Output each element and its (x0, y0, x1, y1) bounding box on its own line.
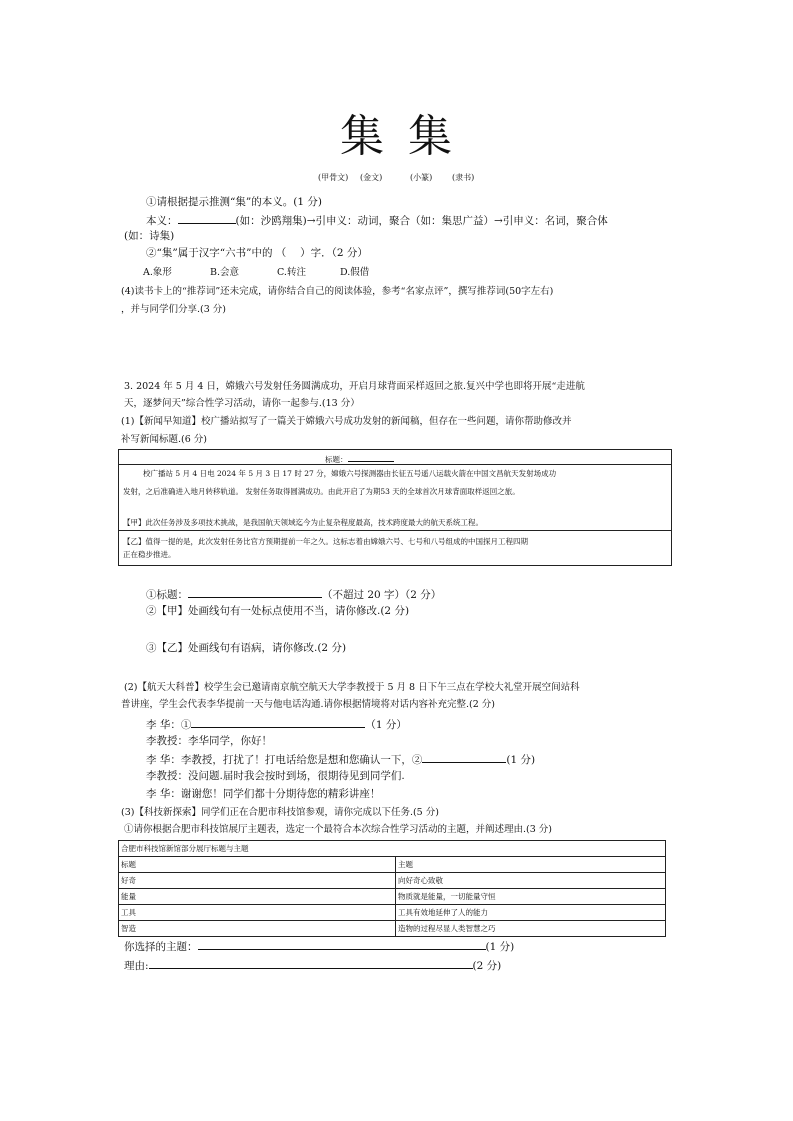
q3-s1-line1: (1)【新闻早知道】校广播站拟写了一篇关于嫦娥六号成功发射的新闻稿，但存在一些问题，请你帮助修改并 (121, 416, 572, 427)
table-cell-title: 智造 (119, 921, 396, 937)
q4-line2: ，并与同学们分享.(3 分) (121, 304, 226, 315)
table-header-row (119, 857, 666, 873)
table-row (119, 921, 666, 937)
news-box (118, 449, 672, 566)
script-label-seal: (小篆) (410, 173, 433, 182)
script-label-bronze: (金文) (360, 173, 383, 182)
dialog-score-2: (1 分) (506, 754, 536, 766)
table-cell-title: 好奇 (119, 873, 396, 889)
news-divider-2 (118, 530, 672, 531)
dialog-li-1 (146, 716, 407, 732)
option-d: D.假借 (340, 267, 370, 278)
q4-line1: (4)读书卡上的“推荐词”还未完成，请你结合自己的阅读体验，参考“名家点评”，撰写推荐词(50字左右) (121, 286, 554, 297)
news-divider (118, 464, 672, 465)
table-cell-theme: 造物的过程尽显人类智慧之巧 (396, 921, 666, 937)
news-yi-2: 正在稳步推进。 (123, 550, 176, 559)
meaning-answer-line (146, 212, 608, 228)
table-row (119, 905, 666, 921)
table-row (119, 889, 666, 905)
reason-label: 理由: (124, 960, 149, 972)
answer-grammar: ③【乙】处画线句有语病，请你修改.(2 分) (146, 642, 347, 654)
meaning-label: 本义： (146, 215, 178, 227)
option-c: C.转注 (277, 267, 306, 278)
table-cell-theme: 物质就是能量，一切能量守恒 (396, 889, 666, 905)
q3-intro-2: 天，逐梦问天”综合性学习活动，请你一起参与.(13 分） (124, 398, 360, 409)
news-yi-1: 【乙】值得一提的是，此次发射任务比官方预期提前一年之久。这标志着由嫦娥六号、七号和八号组成的中国探月工程四期 (123, 537, 528, 546)
table-cell-title: 工具 (119, 905, 396, 921)
meaning-chain: (如：沙鸥翔集)→引申义：动词，聚合（如：集思广益）→引申义：名词，聚合体 (235, 215, 608, 227)
table-row (119, 873, 666, 889)
reason-score: (2 分) (472, 960, 502, 972)
title-char-oracle: 集 (340, 111, 386, 162)
answer-title-note: （不超过 20 字）（2 分） (322, 589, 442, 601)
answer-title-blank[interactable] (188, 586, 322, 598)
meaning-question: ①请根据提示推测“集”的本义。(1 分) (146, 196, 322, 208)
meaning-example: (如：诗集) (124, 230, 175, 242)
meaning-blank[interactable] (178, 212, 236, 224)
dialog-prof-1: 李教授：李华同学，你好！ (146, 735, 272, 747)
option-a: A.象形 (143, 267, 172, 278)
news-para-2: 发射，之后准确进入地月转移轨道。 发射任务取得圆满成功。由此开启了为期53 天的全球首次月球背面取样返回之旅。 (123, 487, 520, 496)
dialog-li-2 (146, 751, 535, 767)
news-title-label: 标题： (325, 455, 348, 464)
script-label-oracle: (甲骨文) (318, 173, 349, 182)
script-label-clerical: (隶书) (452, 173, 475, 182)
answer-title-row (146, 586, 441, 602)
news-para-1: 校广播站 5 月 4 日电 2024 年 5 月 3 日 17 时 27 分，嫦娥六号探测器由长征五号遥八运载火箭在中国文昌航天发射场成功 (143, 469, 557, 478)
answer-title-label: ①标题： (146, 589, 188, 601)
table-cell-theme: 工具有效地延伸了人的能力 (396, 905, 666, 921)
table-caption: 合肥市科技馆新馆部分展厅标题与主题 (119, 841, 666, 857)
table-cell-theme: 向好奇心致敬 (396, 873, 666, 889)
reason-answer-row (124, 957, 501, 973)
q3-intro-1: 3. 2024 年 5 月 4 日，嫦娥六号发射任务圆满成功，开启月球背面采样返回之旅.复兴中学也即将开展“走进航 (124, 381, 585, 392)
liushu-question: ②“集”属于汉字“六书”中的 （ ）字．（2 分） (146, 247, 368, 259)
theme-label: 你选择的主题： (124, 941, 198, 953)
theme-answer-row (124, 938, 514, 954)
dialog-li-3: 李 华：谢谢您！同学们都十分期待您的精彩讲座！ (146, 788, 381, 800)
table-header-theme: 主题 (396, 857, 666, 873)
dialog-score-1: （1 分） (365, 719, 407, 731)
table-header-title: 标题 (119, 857, 396, 873)
table-cell-title: 能量 (119, 889, 396, 905)
dialog-blank-1[interactable] (191, 716, 365, 728)
answer-punctuation: ②【甲】处画线句有一处标点使用不当，请你修改.(2 分) (146, 605, 410, 617)
dialog-li-2-text: 李 华：李教授，打扰了！打电话给您是想和您确认一下，② (146, 754, 423, 766)
news-jia: 【甲】此次任务涉及多项技术挑战，是我国航天领域迄今为止复杂程度最高，技术跨度最大的航天系统工程。 (123, 518, 483, 527)
s3-line1: (3)【科技新探索】同学们正在合肥市科技馆参观，请你完成以下任务.(5 分) (121, 807, 439, 818)
exhibit-table (118, 840, 666, 937)
dialog-blank-2[interactable] (422, 751, 506, 763)
s2-line1: (2)【航天大科普】校学生会已邀请南京航空航天大学李教授于 5 月 8 日下午三点在学校大礼堂开展空间站科 (124, 682, 580, 693)
theme-blank[interactable] (198, 938, 486, 950)
dialog-speaker-li: 李 华：① (146, 719, 192, 731)
dialog-prof-2: 李教授：没问题.届时我会按时到场，很期待见到同学们. (146, 770, 405, 782)
reason-blank[interactable] (149, 957, 473, 969)
table-caption-row (119, 841, 666, 857)
s2-line2: 普讲座，学生会代表李华提前一天与他电话沟通.请你根据情境将对话内容补充完整.(2 分) (121, 699, 496, 710)
theme-score: (1 分) (485, 941, 515, 953)
title-char-clerical: 集 (408, 111, 454, 162)
q3-s1-line2: 补写新闻标题.(6 分) (121, 434, 207, 445)
option-b: B.会意 (210, 267, 240, 278)
s3-line2: ①请你根据合肥市科技馆展厅主题表，选定一个最符合本次综合性学习活动的主题，并阐述理由.(3 分) (124, 824, 552, 835)
news-title-blank[interactable] (348, 452, 394, 462)
